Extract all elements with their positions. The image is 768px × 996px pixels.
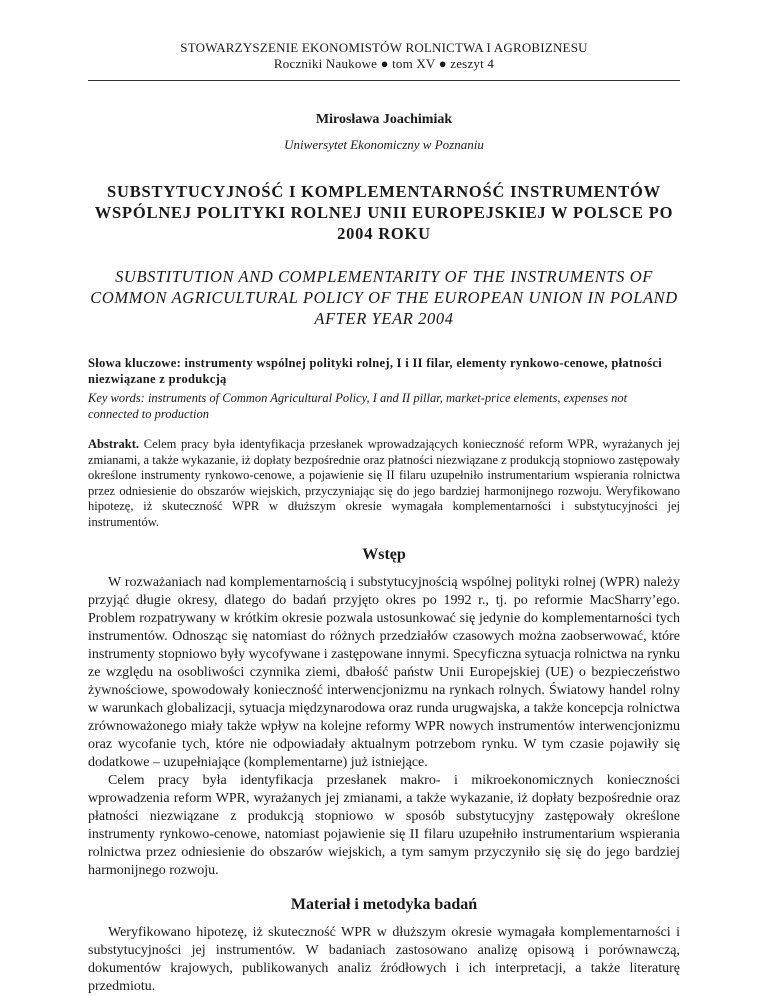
journal-issue: Roczniki Naukowe ● tom XV ● zeszyt 4 <box>273 56 495 71</box>
author-name: Mirosława Joachimiak <box>315 112 453 127</box>
methods-paragraph-1: Weryfikowano hipotezę, iż skuteczność WPR w dłuższym okresie wymagała komplementarności i substytucyjności jej instrumentów. W badaniach zastosowano analizę opisową i porównawczą, dokumentów krajowych, publikowanych analiz źródłowych i ich interpretacji, a także literaturę przedmiotu. <box>88 925 680 994</box>
intro-paragraph-1: W rozważaniach nad komplementarnością i substytucyjnością wspólnej polityki rolnej (WPR) należy przyjąć długie okresy, dlatego do badań przyjęto okres po 1992 r., tj. po reformie MacSharry’ego. Problem rozpatrywany w krótkim okresie pozwala ustosunkować się jedynie do komplementarności tych instrumentów. Odnosząc się natomiast do różnych przedziałów czasowych można zaobserwować, które instrumenty stopniowo były wycofywane i zastępowane innymi. Specyficzna sytuacja rolnictwa na rynku ze względu na osobliwości czynnika ziemi, dbałość państw Unii Europejskiej (UE) o bezpieczeństwo żywnościowe, spowodowały konieczność interwencjonizmu na rynkach rolnych. Światowy handel rolny w warunkach globalizacji, sytuacja międzynarodowa oraz runda urugwajska, a także koncepcja rolnictwa zrównoważonego miały także wpływ na kolejne reformy WPR nowych instrumentów interwencjonizmu oraz wycofanie tych, które nie odpowiadały aktualnym potrzebom rynku. W tym czasie pojawiły się dodatkowe – uzupełniające (komplementarne) już istniejące. <box>88 575 680 770</box>
abstract-label: Abstrakt. <box>88 437 140 451</box>
section-heading-intro: Wstęp <box>362 546 406 563</box>
keywords-polish: Słowa kluczowe: instrumenty wspólnej polityki rolnej, I i II filar, elementy rynkowo-cenowe, płatności niezwiązane z produkcją <box>88 356 662 386</box>
paper-page <box>88 0 680 996</box>
title-polish: SUBSTYTUCYJNOŚĆ I KOMPLEMENTARNOŚĆ INSTRUMENTÓW WSPÓLNEJ POLITYKI ROLNEJ UNII EUROPEJSKIEJ W POLSCE PO 2004 ROKU <box>94 182 674 243</box>
section-heading-methods: Materiał i metodyka badań <box>290 896 478 913</box>
header-rule <box>88 80 680 81</box>
society-name: STOWARZYSZENIE EKONOMISTÓW ROLNICTWA I AGROBIZNESU <box>180 40 588 55</box>
title-english: SUBSTITUTION AND COMPLEMENTARITY OF THE INSTRUMENTS OF COMMON AGRICULTURAL POLICY OF THE EUROPEAN UNION IN POLAND AFTER YEAR 2004 <box>90 267 678 328</box>
intro-paragraph-2: Celem pracy była identyfikacja przesłanek makro- i mikroekonomicznych konieczności wprowadzenia reform WPR, wyrażanych jej zmianami, a także wykazanie, iż dopłaty bezpośrednie oraz płatności niezwiązane z produkcją stopniowo w sposób substytucyjny zastępowały określone instrumenty rynkowo-cenowe, natomiast pojawienie się II filaru uzupełniło instrumentarium wspierania rolnictwa przez odniesienie do obszarów wiejskich, a tym samym przyczyniło się się do jego bardziej harmonijnego rozwoju. <box>88 773 680 878</box>
author-affiliation: Uniwersytet Ekonomiczny w Poznaniu <box>284 137 484 152</box>
journal-header <box>88 40 680 72</box>
abstract <box>88 437 680 530</box>
keywords-english: Key words: instruments of Common Agricultural Policy, I and II pillar, market-price elements, expenses not connected to production <box>88 391 628 421</box>
abstract-text: Celem pracy była identyfikacja przesłanek wprowadzających konieczność reform WPR, wyrażanych jej zmianami, a także wykazanie, iż dopłaty bezpośrednie oraz płatności niezwiązane z produkcją stopniowo zastępowały określone instrumenty rynkowo-cenowe, a pojawienie się II filaru uzupełniło instrumentarium wspierania rolnictwa przez odniesienie do obszarów wiejskich, przyczyniając się do jego bardziej harmonijnego rozwoju. Weryfikowano hipotezę, iż skuteczność WPR w dłuższym okresie wymagała komplementarności i substytucyjności jej instrumentów. <box>88 437 680 529</box>
